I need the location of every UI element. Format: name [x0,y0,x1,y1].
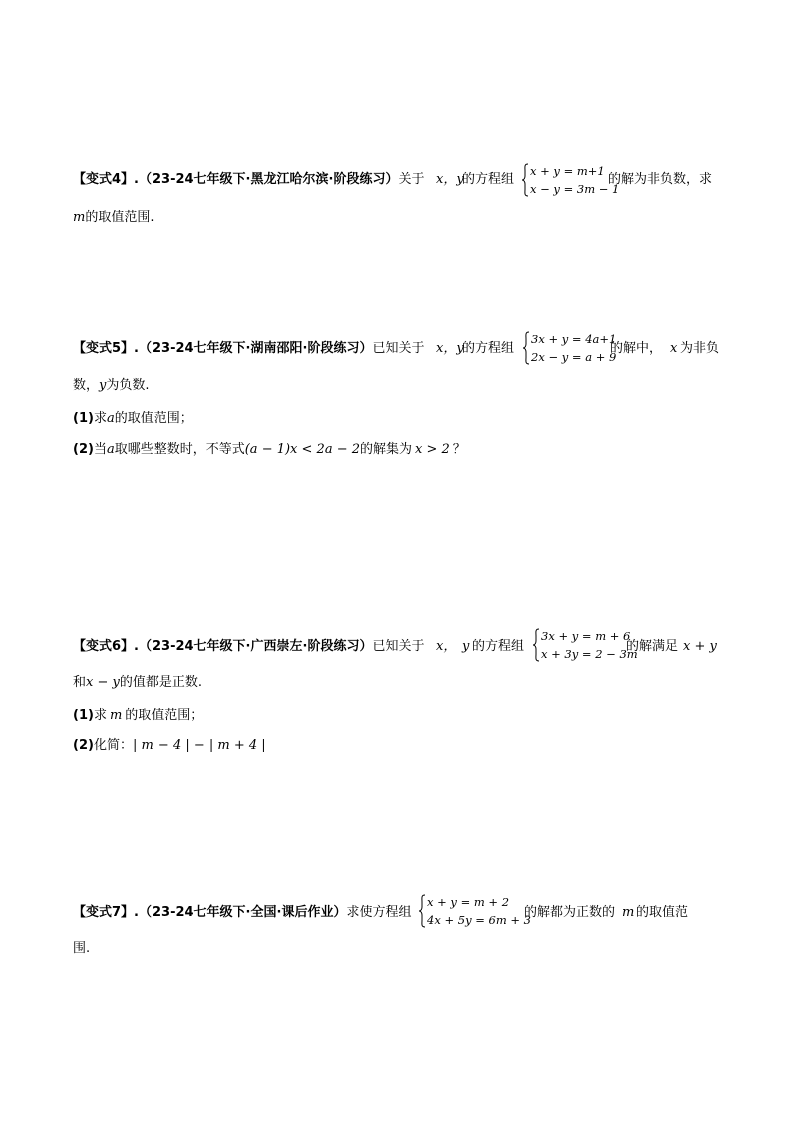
problem-7-source: （23-24七年级下·全国·课后作业） [138,905,347,920]
problem-5-var-a: a [106,411,115,426]
problem-4-equation-system [521,163,620,197]
problem-5-sub1-text: 求 [93,411,107,426]
problem-5-text-6: 为负数. [106,378,150,393]
problem-5-var-y: y [99,378,107,393]
problem-5-sub2-text: 当 [93,442,107,457]
problem-7-line-2 [73,939,90,959]
problem-6-text: 已知关于 [372,639,425,654]
problem-6-equation-2: x + 3y = 2 − 3m [541,647,638,661]
problem-5-subquestion-2 [73,440,466,460]
problem-7-text: 求使方程组 [346,905,412,920]
brace-icon [522,331,530,365]
problem-5-inequality: (a − 1)x < 2a − 2 [244,442,360,457]
problem-6-var-x: x， [436,639,457,654]
problem-5-text-4: 为非负 [680,341,720,356]
subquestion-number: (1) [73,411,94,426]
problem-6-text-3: 的解满足 [626,639,679,654]
brace-icon [418,894,426,928]
problem-5-text: 已知关于 [372,341,425,356]
problem-7-var-m: m [622,905,635,920]
problem-6-subquestion-2 [73,736,266,756]
problem-6-abs-expression: | m − 4 | − | m + 4 | [132,738,266,753]
problem-5-vars: x，y [436,341,464,356]
problem-4-text-3: 的解为非负数，求 [608,172,713,187]
problem-5-text-5: 数， [73,378,100,393]
problem-6-var-y: y [462,639,470,654]
problem-5-sub2-text-3: 的解集为 [360,442,413,457]
problem-4-text: 关于 [398,172,425,187]
problem-5-var-x: x [670,341,678,356]
problem-5-sub2-text-2: 取哪些整数时，不等式 [114,442,245,457]
problem-4-vars: x，y [436,172,464,187]
problem-5-sub2-text-4: ？ [452,442,466,457]
problem-4-line-1 [73,170,424,190]
problem-6-expr-diff: x − y [86,675,120,690]
problem-7-text-3: 的取值范 [636,905,689,920]
problem-6-equation-system [532,628,638,662]
problem-4-var-m: m [73,210,86,225]
problem-6-sub1-text: 求 [93,708,107,723]
problem-4-text-2: 的方程组 [462,172,515,187]
problem-6-text-5: 的值都是正数. [119,675,202,690]
problem-4-line-2 [73,208,154,228]
problem-6-subquestion-1 [73,706,203,726]
problem-7-tag: 【变式7】. [73,905,139,920]
problem-5-line-2 [73,376,150,396]
problem-4-equation-1: x + y = m+1 [530,164,605,178]
problem-5-text-3: 的解中， [610,341,663,356]
problem-5-tag: 【变式5】. [73,341,139,356]
problem-5-text-2: 的方程组 [462,341,515,356]
problem-6-text-4: 和 [73,675,87,690]
problem-6-equation-1: 3x + y = m + 6 [541,629,631,643]
problem-6-sub1-text-2: 的取值范围； [125,708,204,723]
problem-5-subquestion-1 [73,409,193,429]
problem-7-equation-1: x + y = m + 2 [427,895,510,909]
problem-5-source: （23-24七年级下·湖南邵阳·阶段练习） [138,341,373,356]
problem-7-equation-2: 4x + 5y = 6m + 3 [427,913,531,927]
subquestion-number: (2) [73,442,94,457]
problem-6-line-1 [73,637,424,657]
brace-icon [521,163,529,197]
problem-5-equation-1: 3x + y = 4a+1 [531,332,617,346]
problem-5-solution-set: x > 2 [415,442,450,457]
problem-7-equation-system [418,894,531,928]
problem-5-line-1 [73,339,424,359]
problem-6-sub2-text: 化简： [93,738,133,753]
problem-6-source: （23-24七年级下·广西崇左·阶段练习） [138,639,373,654]
problem-7-text-2: 的解都为正数的 [524,905,616,920]
problem-6-text-2: 的方程组 [472,639,525,654]
problem-7-line-1 [73,903,411,923]
problem-6-tag: 【变式6】. [73,639,139,654]
problem-6-var-m: m [109,708,123,723]
problem-5-var-a-2: a [106,442,115,457]
problem-4-tag: 【变式4】. [73,172,139,187]
problem-4-source: （23-24七年级下·黑龙江哈尔滨·阶段练习） [138,172,399,187]
subquestion-number: (1) [73,708,94,723]
brace-icon [532,628,540,662]
problem-4-equation-2: x − y = 3m − 1 [530,182,620,196]
problem-5-sub1-text-2: 的取值范围； [114,411,193,426]
subquestion-number: (2) [73,738,94,753]
problem-5-equation-2: 2x − y = a + 9 [531,350,617,364]
problem-7-text-4: 围. [73,941,91,956]
problem-4-text-4: 的取值范围. [85,210,155,225]
problem-6-line-2 [73,673,202,693]
problem-6-expr-sum: x + y [683,639,717,654]
problem-5-equation-system [522,331,617,365]
